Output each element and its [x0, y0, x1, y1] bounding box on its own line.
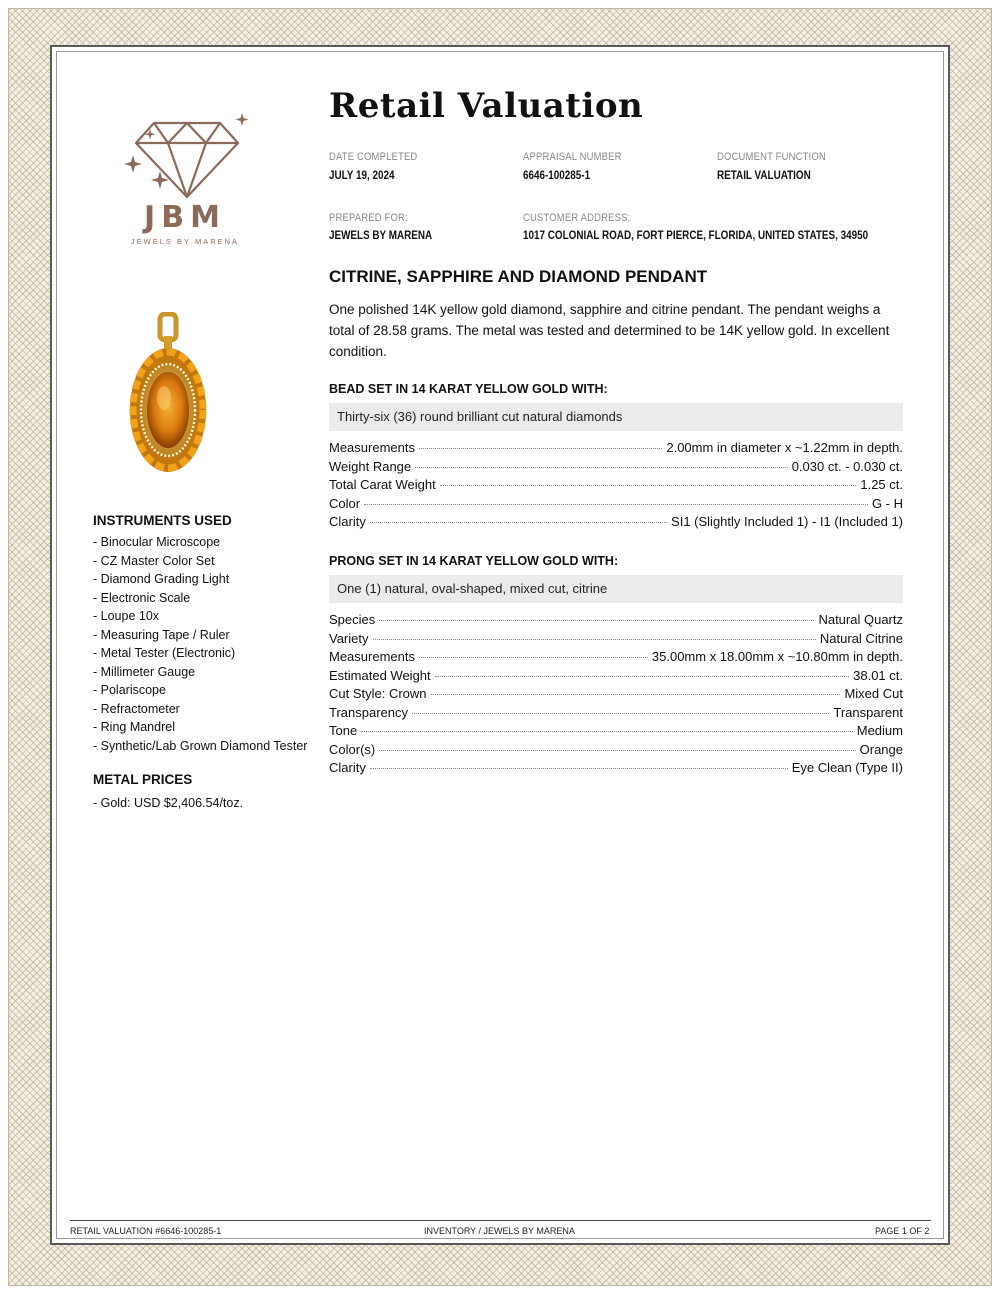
spec-value: 35.00mm x 18.00mm x ~10.80mm in depth.	[651, 649, 903, 664]
spec-value: Orange	[859, 741, 903, 757]
date-value: JULY 19, 2024	[329, 170, 395, 182]
spec-row	[329, 686, 903, 705]
spec-value: 0.030 ct. - 0.030 ct.	[791, 458, 903, 474]
item-title: CITRINE, SAPPHIRE AND DIAMOND PENDANT	[329, 267, 708, 286]
bead-spec-list	[329, 440, 903, 533]
spec-row	[329, 723, 903, 742]
dot-leader	[370, 768, 788, 769]
bead-stone-box: Thirty-six (36) round brilliant cut natural diamonds	[329, 403, 903, 431]
list-item: - Metal Tester (Electronic)	[93, 646, 236, 660]
bead-set-heading: BEAD SET IN 14 KARAT YELLOW GOLD WITH:	[329, 382, 608, 396]
spec-label: Species	[329, 612, 376, 627]
spec-label: Estimated Weight	[329, 667, 431, 683]
instruments-heading: INSTRUMENTS USED	[93, 513, 232, 528]
customer-address-label: CUSTOMER ADDRESS:	[523, 212, 631, 224]
item-description: One polished 14K yellow gold diamond, sapphire and citrine pendant. The pendant weighs a total of 28.58 grams. The metal was tested and determined to be 14K yellow gold. In excellent condition.	[329, 302, 890, 359]
dot-leader	[370, 522, 667, 523]
dot-leader	[412, 713, 829, 714]
pendant-image	[128, 312, 208, 477]
list-item: - Loupe 10x	[93, 609, 160, 623]
document-function-value: RETAIL VALUATION	[717, 170, 811, 182]
logo-subtitle: JEWELS BY MARENA	[130, 237, 240, 246]
list-item: - CZ Master Color Set	[93, 553, 215, 568]
dot-leader	[440, 485, 857, 486]
spec-value: Mixed Cut	[844, 686, 903, 701]
date-label: DATE COMPLETED	[329, 151, 418, 163]
prong-set-heading: PRONG SET IN 14 KARAT YELLOW GOLD WITH:	[329, 554, 619, 568]
document-function-label: DOCUMENT FUNCTION	[717, 151, 826, 163]
spec-row	[329, 440, 903, 459]
dot-leader	[361, 731, 853, 732]
dot-leader	[435, 676, 849, 677]
spec-label: Measurements	[329, 440, 415, 455]
spec-row	[329, 496, 903, 515]
instruments-list	[93, 533, 307, 755]
list-item: - Diamond Grading Light	[93, 572, 230, 586]
metal-prices-heading: METAL PRICES	[93, 772, 193, 787]
spec-value: Transparent	[833, 704, 903, 720]
customer-address-value: 1017 COLONIAL ROAD, FORT PIERCE, FLORIDA, UNITED STATES, 34950	[523, 230, 869, 242]
spec-row	[329, 477, 903, 496]
logo-wordmark: JBM	[144, 200, 226, 235]
spec-label: Clarity	[329, 514, 366, 529]
dot-leader	[373, 639, 816, 640]
list-item: - Gold: USD $2,406.54/toz.	[93, 796, 244, 810]
spec-row	[329, 705, 903, 724]
spec-row	[329, 514, 903, 533]
prong-spec-list	[329, 612, 903, 779]
spec-value: Eye Clean (Type II)	[791, 760, 903, 775]
spec-label: Weight Range	[329, 458, 412, 474]
spec-label: Clarity	[329, 760, 366, 775]
spec-label: Cut Style: Crown	[329, 686, 427, 701]
spec-label: Color(s)	[329, 741, 376, 757]
spec-label: Color	[329, 495, 361, 511]
spec-label: Total Carat Weight	[329, 477, 436, 492]
prepared-for-value: JEWELS BY MARENA	[329, 230, 433, 242]
spec-label: Variety	[329, 630, 369, 646]
spec-row	[329, 668, 903, 687]
spec-row	[329, 649, 903, 668]
dot-leader	[364, 504, 868, 505]
spec-label: Transparency	[329, 704, 408, 720]
dot-leader	[431, 694, 841, 695]
spec-label: Measurements	[329, 649, 415, 664]
footer-center: INVENTORY / JEWELS BY MARENA	[424, 1226, 575, 1236]
spec-value: SI1 (Slightly Included 1) - I1 (Included 1)	[671, 514, 903, 529]
list-item: - Ring Mandrel	[93, 720, 175, 734]
dot-leader	[419, 657, 648, 658]
spec-label: Tone	[329, 723, 358, 738]
spec-row	[329, 742, 903, 761]
appraisal-number-label: APPRAISAL NUMBER	[523, 151, 622, 163]
spec-value: Medium	[856, 723, 903, 738]
dot-leader	[419, 448, 662, 449]
spec-row	[329, 459, 903, 478]
spec-value: 1.25 ct.	[860, 477, 903, 492]
prepared-for-label: PREPARED FOR:	[329, 212, 408, 224]
dot-leader	[379, 750, 855, 751]
dot-leader	[379, 620, 814, 621]
list-item: - Polariscope	[93, 683, 166, 697]
footer-page-number: PAGE 1 OF 2	[875, 1226, 930, 1236]
appraisal-number-value: 6646-100285-1	[523, 170, 591, 182]
prong-stone-box: One (1) natural, oval-shaped, mixed cut, citrine	[329, 575, 903, 603]
spec-row	[329, 612, 903, 631]
footer-divider	[70, 1220, 931, 1221]
footer-left: RETAIL VALUATION #6646-100285-1	[70, 1226, 222, 1236]
list-item: - Binocular Microscope	[93, 535, 221, 549]
spec-row	[329, 631, 903, 650]
list-item: - Measuring Tape / Ruler	[93, 627, 230, 642]
list-item: - Synthetic/Lab Grown Diamond Tester	[93, 738, 308, 753]
dot-leader	[415, 467, 788, 468]
metal-prices-list	[93, 794, 243, 813]
spec-value: Natural Citrine	[819, 630, 903, 646]
spec-value: Natural Quartz	[818, 612, 903, 627]
spec-value: G - H	[871, 495, 903, 511]
list-item: - Electronic Scale	[93, 590, 191, 605]
list-item: - Millimeter Gauge	[93, 664, 196, 679]
page-title: Retail Valuation	[329, 86, 644, 126]
list-item: - Refractometer	[93, 701, 180, 716]
spec-value: 2.00mm in diameter x ~1.22mm in depth.	[666, 440, 903, 455]
spec-row	[329, 760, 903, 779]
spec-value: 38.01 ct.	[853, 667, 903, 683]
